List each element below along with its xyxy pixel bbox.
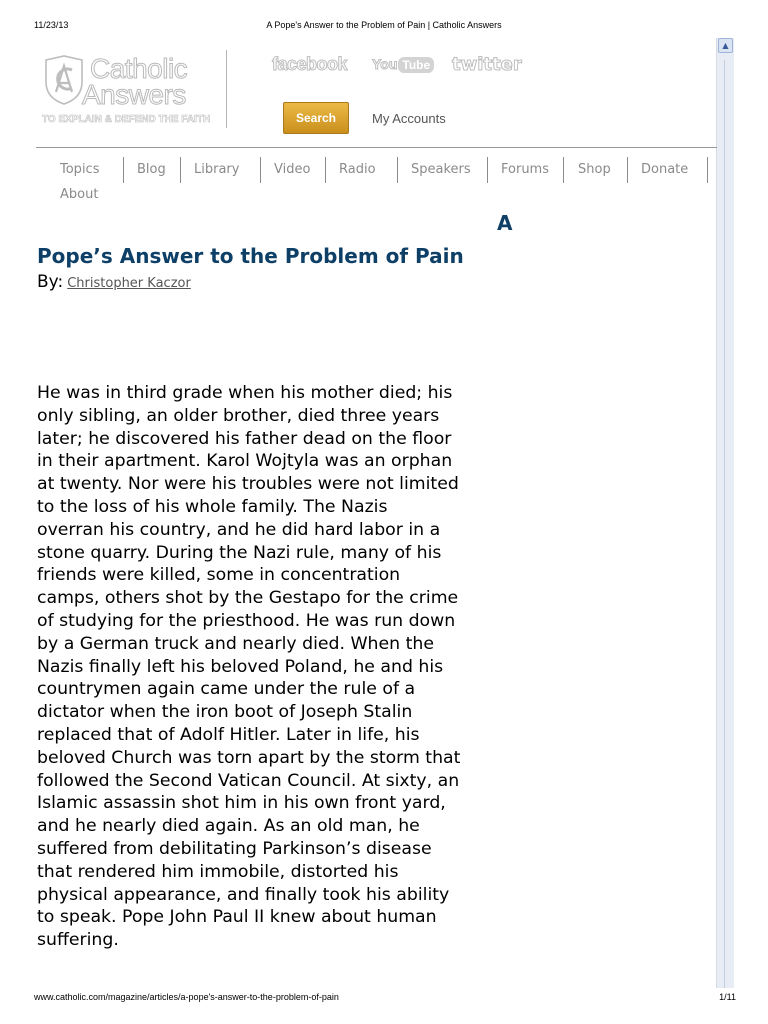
body-line: Nazis finally left his beloved Poland, he and his (37, 656, 444, 677)
print-date: 11/23/13 (34, 20, 69, 30)
body-line: of studying for the priesthood. He was run down (37, 610, 456, 631)
body-line: at twenty. Nor were his troubles were not limited (37, 474, 459, 495)
youtube-you-text: You (372, 56, 398, 72)
nav-separator (707, 157, 708, 183)
nav-item-about[interactable]: About (60, 187, 99, 202)
body-line: friends were killed, some in concentration (37, 565, 401, 586)
nav-separator (627, 157, 628, 183)
nav-separator (487, 157, 488, 183)
shield-logo-icon (42, 54, 86, 106)
body-line: camps, others shot by the Gestapo for the crime (37, 588, 459, 609)
catholic-answers-logo[interactable] (42, 52, 217, 130)
body-line: to the loss of his whole family. The Nazis (37, 496, 388, 517)
nav-separator (397, 157, 398, 183)
search-button[interactable]: Search (283, 102, 349, 134)
body-line: to speak. Pope John Paul II knew about human (37, 907, 437, 928)
body-line: replaced that of Adolf Hitler. Later in life, his (37, 724, 420, 745)
body-line: suffering. (37, 930, 119, 951)
nav-separator (180, 157, 181, 183)
body-line: beloved Church was torn apart by the storm that (37, 747, 461, 768)
nav-item-donate[interactable]: Donate (641, 162, 689, 177)
body-line: countrymen again came under the rule of a (37, 679, 416, 700)
author-link[interactable]: Christopher Kaczor (67, 276, 191, 291)
print-url: www.catholic.com/magazine/articles/a-pope's-answer-to-the-problem-of-pain (34, 992, 339, 1002)
byline-label: By: (37, 272, 64, 292)
body-line: He was in third grade when his mother died; his (37, 383, 453, 403)
nav-item-topics[interactable]: Topics (60, 162, 100, 177)
nav-item-forums[interactable]: Forums (501, 162, 549, 177)
nav-separator (260, 157, 261, 183)
body-line: suffered from debilitating Parkinson’s disease (37, 838, 432, 859)
my-accounts-link[interactable]: My Accounts (372, 111, 446, 126)
nav-item-video[interactable]: Video (274, 162, 311, 177)
body-line: by a German truck and nearly died. When the (37, 633, 434, 654)
logo-name-line1: Catholic (90, 53, 188, 84)
article-body (37, 382, 517, 952)
nav-item-shop[interactable]: Shop (578, 162, 611, 177)
print-footer (0, 992, 768, 1004)
body-line: that rendered him immobile, distorted his (37, 861, 399, 882)
body-line: stone quarry. During the Nazi rule, many of his (37, 542, 442, 563)
article-title-first-word: A (497, 211, 513, 235)
vertical-scrollbar[interactable] (716, 38, 734, 988)
article-title: Pope’s Answer to the Problem of Pain (37, 244, 464, 268)
body-line: physical appearance, and finally took his ability (37, 884, 450, 905)
body-line: later; he discovered his father dead on the floor (37, 428, 452, 449)
scrollbar-track (724, 60, 725, 988)
nav-separator (123, 157, 124, 183)
twitter-link[interactable]: twitter (452, 54, 522, 75)
nav-separator (325, 157, 326, 183)
youtube-link[interactable] (372, 56, 434, 73)
body-line: overran his country, and he did hard labor in a (37, 519, 441, 540)
main-nav (36, 154, 716, 210)
header-divider (226, 50, 227, 128)
nav-item-library[interactable]: Library (194, 162, 240, 177)
nav-separator (563, 157, 564, 183)
nav-top-rule (36, 147, 717, 148)
logo-name-line2: Answers (82, 79, 186, 110)
body-line: in their apartment. Karol Wojtyla was an orphan (37, 451, 453, 472)
nav-item-radio[interactable]: Radio (339, 162, 376, 177)
print-page-number: 1/11 (719, 992, 736, 1002)
body-line: Islamic assassin shot him in his own front yard, (37, 793, 446, 814)
body-line: and he nearly died again. As an old man, he (37, 816, 420, 837)
scroll-up-arrow-icon[interactable]: ▲ (718, 38, 733, 53)
print-title: A Pope's Answer to the Problem of Pain | Catholic Answers (266, 20, 502, 30)
facebook-link[interactable]: facebook (272, 54, 348, 74)
logo-tagline: TO EXPLAIN & DEFEND THE FAITH (42, 114, 211, 125)
nav-item-blog[interactable]: Blog (137, 162, 166, 177)
byline (37, 272, 191, 292)
print-header (0, 20, 768, 32)
body-line: followed the Second Vatican Council. At sixty, an (37, 770, 460, 791)
nav-item-speakers[interactable]: Speakers (411, 162, 471, 177)
body-line: only sibling, an older brother, died three years (37, 405, 440, 426)
youtube-tube-text: Tube (398, 57, 434, 73)
body-line: dictator when the iron boot of Joseph Stalin (37, 702, 413, 723)
